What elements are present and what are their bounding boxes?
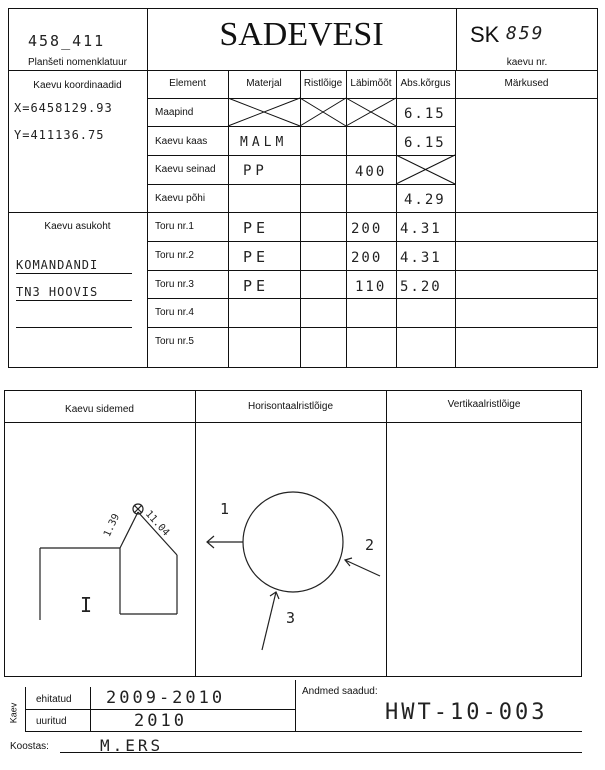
coordinates-label: Kaevu koordinaadid xyxy=(33,80,122,91)
table-row-diameter: 110 xyxy=(355,279,387,295)
tie-distance-1: 1.39 xyxy=(101,512,123,539)
table-row-element: Toru nr.3 xyxy=(155,279,194,290)
sketch-header-horizontal: Horisontaalristlõige xyxy=(247,401,334,412)
nomenclature-value: 458_411 xyxy=(28,32,106,50)
table-row-elevation: 4.31 xyxy=(400,250,442,266)
table-row-elevation: 6.15 xyxy=(404,135,446,151)
coordinate-y: Y=411136.75 xyxy=(14,128,105,142)
col-header-notes: Märkused xyxy=(504,78,549,89)
table-row-material: PE xyxy=(243,277,270,295)
pipe-label-2: 2 xyxy=(365,536,377,554)
table-row-material: PE xyxy=(243,219,270,237)
source-label: Andmed saadud: xyxy=(302,686,378,697)
well-side-label: Kaev xyxy=(8,702,19,724)
table-row-element: Toru nr.2 xyxy=(155,250,194,261)
compiled-value: M.ERS xyxy=(100,736,164,755)
table-row-element: Kaevu kaas xyxy=(155,136,208,147)
page-title: SADEVESI xyxy=(219,16,384,53)
built-label: ehitatud xyxy=(36,694,72,705)
table-row-material: PP xyxy=(243,163,268,179)
built-value: 2009-2010 xyxy=(106,688,226,708)
sketch-header-ties: Kaevu sidemed xyxy=(65,404,134,415)
table-row-element: Kaevu põhi xyxy=(155,193,206,204)
source-value: HWT-10-003 xyxy=(385,700,548,725)
table-row-diameter: 200 xyxy=(351,221,383,237)
pipe-label-1: 1 xyxy=(220,500,232,518)
table-row-diameter: 400 xyxy=(355,164,387,180)
table-row-diameter: 200 xyxy=(351,250,383,266)
well-number: 859 xyxy=(506,23,545,44)
location-line-1: KOMANDANDI xyxy=(16,258,99,272)
table-row-element: Toru nr.1 xyxy=(155,221,194,232)
col-header-diameter: Läbimõõt xyxy=(350,78,392,89)
table-row-elevation: 4.29 xyxy=(404,192,446,208)
location-label: Kaevu asukoht xyxy=(44,221,111,232)
nomenclature-label: Planšeti nomenklatuur xyxy=(28,57,127,68)
col-header-element: Element xyxy=(169,78,206,89)
table-row-elevation: 6.15 xyxy=(404,106,446,122)
coordinate-x: X=6458129.93 xyxy=(14,101,113,115)
table-row-element: Toru nr.5 xyxy=(155,336,194,347)
col-header-section: Ristlõige xyxy=(303,78,343,89)
building-mark: I xyxy=(80,593,95,617)
table-row-material: MALM xyxy=(240,135,288,150)
col-header-elevation: Abs.kõrgus xyxy=(400,78,451,89)
table-row-element: Maapind xyxy=(155,107,194,118)
sketch-header-vertical: Vertikaalristlõige xyxy=(447,399,521,410)
surveyed-label: uuritud xyxy=(36,716,67,727)
col-header-material: Materjal xyxy=(246,78,282,89)
table-row-elevation: 5.20 xyxy=(400,279,442,295)
pipe-label-3: 3 xyxy=(286,609,298,627)
tie-distance-2: 11.04 xyxy=(142,508,172,539)
table-row-element: Toru nr.4 xyxy=(155,307,194,318)
compiled-label: Koostas: xyxy=(10,741,49,752)
surveyed-value: 2010 xyxy=(134,711,187,731)
table-row-material: PE xyxy=(243,248,270,266)
table-row-elevation: 4.31 xyxy=(400,221,442,237)
location-line-2: TN3 HOOVIS xyxy=(16,285,99,299)
well-prefix: SK xyxy=(470,22,500,47)
sketch-panel xyxy=(4,390,582,677)
table-row-element: Kaevu seinad xyxy=(155,164,216,175)
well-label: kaevu nr. xyxy=(506,57,548,68)
